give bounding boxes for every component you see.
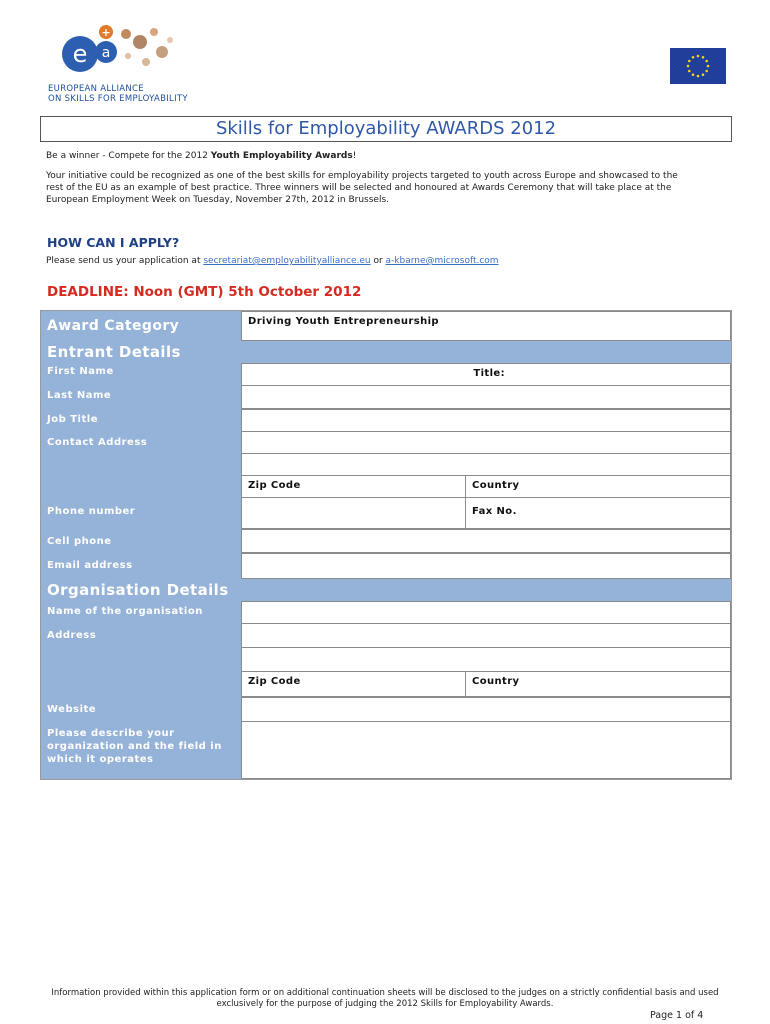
org-zip-field[interactable]: [241, 671, 466, 697]
fax-label: Fax No.: [472, 506, 517, 517]
page-title: Skills for Employability AWARDS 2012: [40, 116, 732, 142]
deadline-text: DEADLINE: Noon (GMT) 5th October 2012: [47, 284, 362, 300]
application-form: [40, 310, 732, 780]
last-name-label: Last Name: [47, 390, 112, 401]
svg-text:+: +: [101, 26, 111, 39]
job-title-label: Job Title: [47, 414, 98, 425]
logo-line-2: ON SKILLS FOR EMPLOYABILITY: [48, 94, 188, 104]
first-name-field[interactable]: [241, 363, 731, 387]
country-field[interactable]: [465, 475, 731, 499]
describe-label: Please describe your organization and the field in which it operates: [47, 728, 222, 765]
contact-address-field-1[interactable]: [241, 431, 731, 455]
org-country-field[interactable]: [465, 671, 731, 697]
title-label: Title:: [473, 368, 505, 379]
cell-phone-label: Cell phone: [47, 536, 112, 547]
website-label: Website: [47, 704, 97, 715]
contact-address-field-2[interactable]: [241, 453, 731, 477]
organisation-details-header: Organisation Details: [41, 579, 731, 601]
last-name-field[interactable]: [241, 385, 731, 409]
entrant-details-header: Entrant Details: [41, 341, 731, 363]
logo-graphic: [44, 22, 194, 84]
confidentiality-notice: Information provided within this application form or on additional continuation sheets will be disclosed to the judges on a strictly confidential basis and used exclusively for the purpose of judging the 2012 Skills for Employability Awards.: [51, 988, 719, 1009]
first-name-label: First Name: [47, 366, 114, 377]
email-link-secretariat[interactable]: secretariat@employabilityalliance.eu: [203, 256, 371, 266]
email-address-field[interactable]: [241, 553, 731, 579]
email-address-label: Email address: [47, 560, 133, 571]
svg-text:a: a: [101, 45, 111, 61]
eu-flag-icon: [670, 48, 726, 84]
award-category-label: Award Category: [41, 311, 241, 341]
zip-code-field[interactable]: [241, 475, 466, 499]
cell-phone-field[interactable]: [241, 529, 731, 553]
org-address-field-2[interactable]: [241, 647, 731, 673]
apply-text: Please send us your application at secretariat@employabilityalliance.eu or a-kbarne@microsoft.com: [46, 256, 499, 266]
fax-field[interactable]: [465, 497, 731, 529]
describe-field[interactable]: [241, 721, 731, 779]
phone-number-field[interactable]: [241, 497, 466, 529]
logo-line-1: EUROPEAN ALLIANCE: [48, 84, 144, 94]
zip-code-label: Zip Code: [248, 480, 301, 491]
email-link-microsoft[interactable]: a-kbarne@microsoft.com: [385, 256, 499, 266]
award-category-field[interactable]: Driving Youth Entrepreneurship: [241, 311, 731, 341]
intro-paragraph: Your initiative could be recognized as one of the best skills for employability projects targeted to youth across Europe and showcased to the rest of the EU as an example of best practice. Three winners will be selected and honoured at Awards Ceremony that will take place at the European Employment Week on Tuesday, November 27th, 2012 in Brussels.: [46, 171, 678, 205]
org-address-label: Address: [47, 630, 97, 641]
page-number: Page 1 of 4: [650, 1010, 704, 1021]
country-label: Country: [472, 480, 520, 491]
phone-number-label: Phone number: [47, 506, 136, 517]
apply-heading: HOW CAN I APPLY?: [47, 235, 180, 250]
job-title-field[interactable]: [241, 409, 731, 433]
svg-text:e: e: [72, 40, 88, 68]
intro-line: Be a winner - Compete for the 2012 Youth Employability Awards!: [46, 151, 357, 161]
alliance-logo: [44, 22, 194, 108]
org-address-field-1[interactable]: [241, 623, 731, 649]
contact-address-label: Contact Address: [47, 437, 148, 448]
website-field[interactable]: [241, 697, 731, 723]
org-name-field[interactable]: [241, 601, 731, 625]
org-name-label: Name of the organisation: [47, 606, 203, 617]
org-country-label: Country: [472, 676, 520, 687]
org-zip-label: Zip Code: [248, 676, 301, 687]
logo-text: [48, 84, 188, 104]
